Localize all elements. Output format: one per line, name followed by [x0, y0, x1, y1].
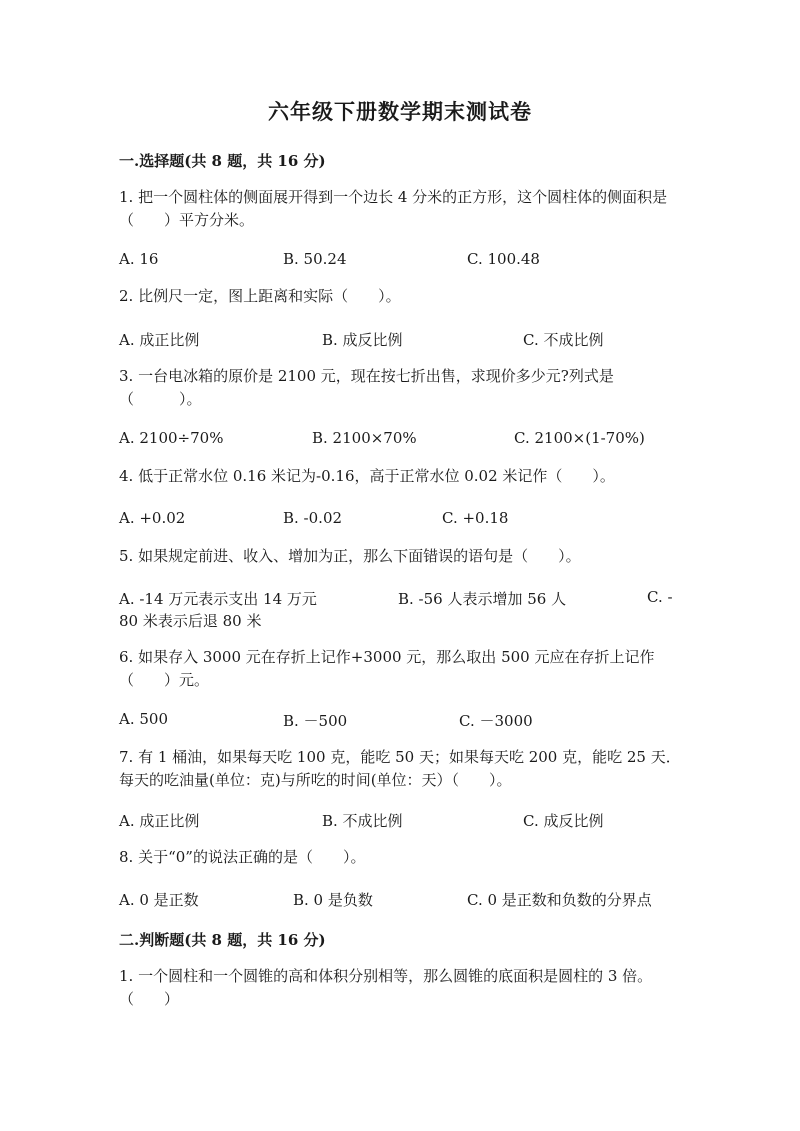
page-title: 六年级下册数学期末测试卷 [268, 99, 532, 124]
q1-option-c: C. 100.48 [467, 250, 540, 268]
section-heading-judgement: 二.判断题(共 8 题，共 16 分) [119, 931, 326, 949]
q6-option-a: A. 500 [119, 710, 168, 728]
q5-option-c-continued: 80 米表示后退 80 米 [119, 612, 262, 630]
q6-option-c: C. －3000 [459, 712, 533, 730]
question-5: 5. 如果规定前进、收入、增加为正，那么下面错误的语句是（ ）。 [119, 547, 581, 565]
question-8: 8. 关于“0”的说法正确的是（ ）。 [119, 848, 366, 866]
q7-option-c: C. 成反比例 [523, 812, 604, 830]
q2-option-c: C. 不成比例 [523, 331, 604, 349]
question-4: 4. 低于正常水位 0.16 米记为-0.16，高于正常水位 0.02 米记作（ ）。 [119, 467, 615, 485]
q4-option-a: A. +0.02 [119, 509, 186, 527]
q6-option-b: B. －500 [283, 712, 348, 730]
question-3: 3. 一台电冰箱的原价是 2100 元，现在按七折出售，求现价多少元?列式是（ ）。 [119, 367, 614, 408]
question-1: 1. 把一个圆柱体的侧面展开得到一个边长 4 分米的正方形，这个圆柱体的侧面积是（ ）平方分米。 [119, 188, 668, 229]
q4-option-c: C. +0.18 [442, 509, 509, 527]
q3-option-c: C. 2100×(1-70%) [514, 429, 645, 447]
q3-option-b: B. 2100×70% [312, 429, 417, 447]
q5-option-c: C. - [647, 588, 673, 606]
judgement-question-1: 1. 一个圆柱和一个圆锥的高和体积分别相等，那么圆锥的底面积是圆柱的 3 倍。（ ） [119, 967, 653, 1008]
q2-option-b: B. 成反比例 [322, 331, 403, 349]
q8-option-a: A. 0 是正数 [119, 891, 199, 909]
q7-option-a: A. 成正比例 [119, 812, 200, 830]
question-2: 2. 比例尺一定，图上距离和实际（ ）。 [119, 287, 401, 305]
q3-option-a: A. 2100÷70% [119, 429, 224, 447]
q7-option-b: B. 不成比例 [322, 812, 403, 830]
q1-option-a: A. 16 [119, 250, 159, 268]
q1-option-b: B. 50.24 [283, 250, 347, 268]
question-7: 7. 有 1 桶油，如果每天吃 100 克，能吃 50 天；如果每天吃 200 克，能吃 25 天．每天的吃油量(单位：克)与所吃的时间(单位：天）（ ）。 [119, 748, 681, 789]
question-6: 6. 如果存入 3000 元在存折上记作+3000 元，那么取出 500 元应在存折上记作（ ）元。 [119, 648, 655, 689]
q4-option-b: B. -0.02 [283, 509, 343, 527]
q8-option-b: B. 0 是负数 [293, 891, 373, 909]
q5-option-a: A. -14 万元表示支出 14 万元 [119, 590, 317, 608]
q8-option-c: C. 0 是正数和负数的分界点 [467, 891, 652, 909]
section-heading-choice: 一.选择题(共 8 题，共 16 分) [119, 152, 326, 170]
q2-option-a: A. 成正比例 [119, 331, 200, 349]
q5-option-b: B. -56 人表示增加 56 人 [398, 590, 567, 608]
